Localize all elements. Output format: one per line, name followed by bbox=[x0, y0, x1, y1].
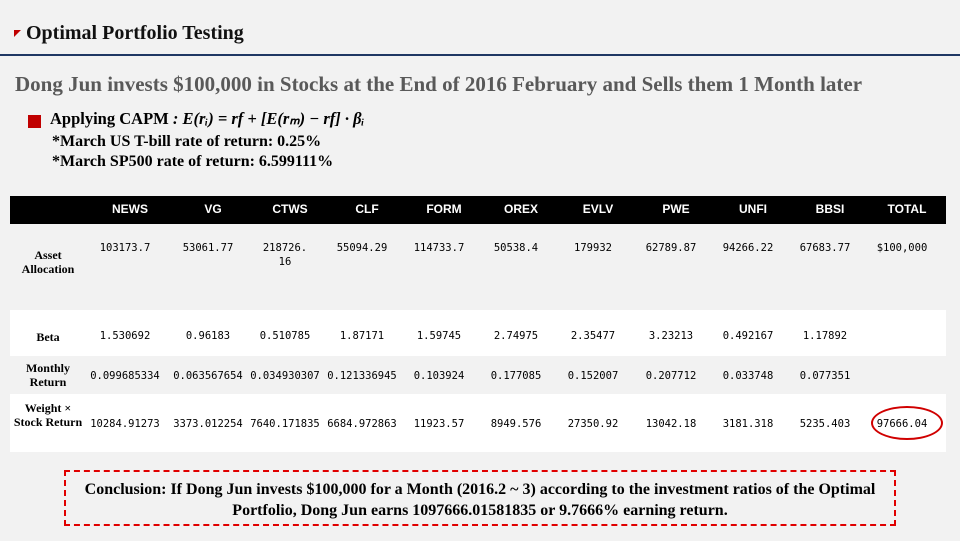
capm-line bbox=[50, 109, 364, 129]
table-cell: 2.74975 bbox=[493, 330, 539, 342]
table-cell: 3181.318 bbox=[722, 418, 774, 430]
table-cell: 10284.91273 bbox=[90, 418, 160, 430]
table-cell: 0.121336945 bbox=[327, 370, 397, 382]
col-header: PWE bbox=[662, 202, 690, 216]
table-cell: 62789.87 bbox=[645, 242, 697, 254]
table-cell: 218726.16 bbox=[262, 242, 308, 268]
table-cell: 0.034930307 bbox=[250, 370, 320, 382]
row-label: Weight × Stock Return bbox=[13, 401, 83, 429]
table-row bbox=[10, 224, 946, 310]
table-cell: 114733.7 bbox=[413, 242, 465, 254]
row-label: Asset Allocation bbox=[21, 248, 75, 276]
table-cell: 8949.576 bbox=[490, 418, 542, 430]
col-header: UNFI bbox=[739, 202, 767, 216]
table-header bbox=[10, 196, 946, 224]
table-cell: 0.152007 bbox=[567, 370, 619, 382]
table-cell: 1.87171 bbox=[339, 330, 385, 342]
table-cell: 67683.77 bbox=[799, 242, 851, 254]
table-cell: 0.207712 bbox=[645, 370, 697, 382]
table-cell: 55094.29 bbox=[336, 242, 388, 254]
capm-label: Applying CAPM bbox=[50, 109, 169, 128]
table-cell: 13042.18 bbox=[645, 418, 697, 430]
table-cell: 0.033748 bbox=[722, 370, 774, 382]
col-header: CLF bbox=[355, 202, 379, 216]
bullet-square-icon bbox=[28, 115, 41, 128]
table-cell: 2.35477 bbox=[570, 330, 616, 342]
table-cell: 3.23213 bbox=[648, 330, 694, 342]
sp500-note: *March SP500 rate of return: 6.599111% bbox=[52, 153, 334, 170]
table-cell: 1.59745 bbox=[416, 330, 462, 342]
table-cell: 0.177085 bbox=[490, 370, 542, 382]
conclusion-box: Conclusion: If Dong Jun invests $100,000 for a Month (2016.2 ~ 3) according to the investment ratios of the Optimal Portfolio, Dong Jun earns 1097666.01581835 or 9.7666% earning return. bbox=[64, 470, 896, 526]
table-cell: 0.492167 bbox=[722, 330, 774, 342]
tbill-note: *March US T-bill rate of return: 0.25% bbox=[52, 133, 322, 150]
table-cell: 53061.77 bbox=[182, 242, 234, 254]
table-cell: 0.099685334 bbox=[90, 370, 160, 382]
col-header: VG bbox=[204, 202, 222, 216]
col-header: NEWS bbox=[112, 202, 148, 216]
table-cell: 27350.92 bbox=[567, 418, 619, 430]
col-header: OREX bbox=[503, 202, 538, 216]
subtitle: Dong Jun invests $100,000 in Stocks at the End of 2016 February and Sells them 1 Month later bbox=[15, 72, 863, 96]
total-highlight-circle bbox=[871, 406, 943, 440]
page-title: Optimal Portfolio Testing bbox=[26, 22, 244, 44]
title-bar bbox=[0, 0, 960, 56]
col-header: EVLV bbox=[582, 202, 614, 216]
table-cell: 0.077351 bbox=[799, 370, 851, 382]
table-cell: 7640.171835 bbox=[250, 418, 320, 430]
table-cell: 1.17892 bbox=[802, 330, 848, 342]
table-cell: 11923.57 bbox=[413, 418, 465, 430]
table-cell: $100,000 bbox=[876, 242, 928, 254]
table-cell: 97666.04 bbox=[876, 418, 928, 430]
col-header: CTWS bbox=[272, 202, 308, 216]
col-header: FORM bbox=[426, 202, 462, 216]
col-header: BBSI bbox=[815, 202, 845, 216]
col-header: TOTAL bbox=[887, 202, 927, 216]
table-cell: 0.063567654 bbox=[173, 370, 243, 382]
capm-formula: : E(rᵢ) = rf + [E(rₘ) − rf] · βᵢ bbox=[172, 109, 365, 128]
table-cell: 6684.972863 bbox=[327, 418, 397, 430]
table-cell: 50538.4 bbox=[493, 242, 539, 254]
row-label: Monthly Return bbox=[25, 361, 70, 389]
table-cell: 5235.403 bbox=[799, 418, 851, 430]
table-cell: 0.510785 bbox=[259, 330, 311, 342]
table-cell: 0.103924 bbox=[413, 370, 465, 382]
table-cell: 103173.7 bbox=[99, 242, 151, 254]
title-marker-icon bbox=[14, 30, 21, 37]
row-label: Beta bbox=[36, 330, 60, 344]
table-cell: 179932 bbox=[574, 242, 612, 254]
table-cell: 3373.012254 bbox=[173, 418, 243, 430]
table-cell: 0.96183 bbox=[185, 330, 231, 342]
table-cell: 94266.22 bbox=[722, 242, 774, 254]
table-cell: 1.530692 bbox=[99, 330, 151, 342]
